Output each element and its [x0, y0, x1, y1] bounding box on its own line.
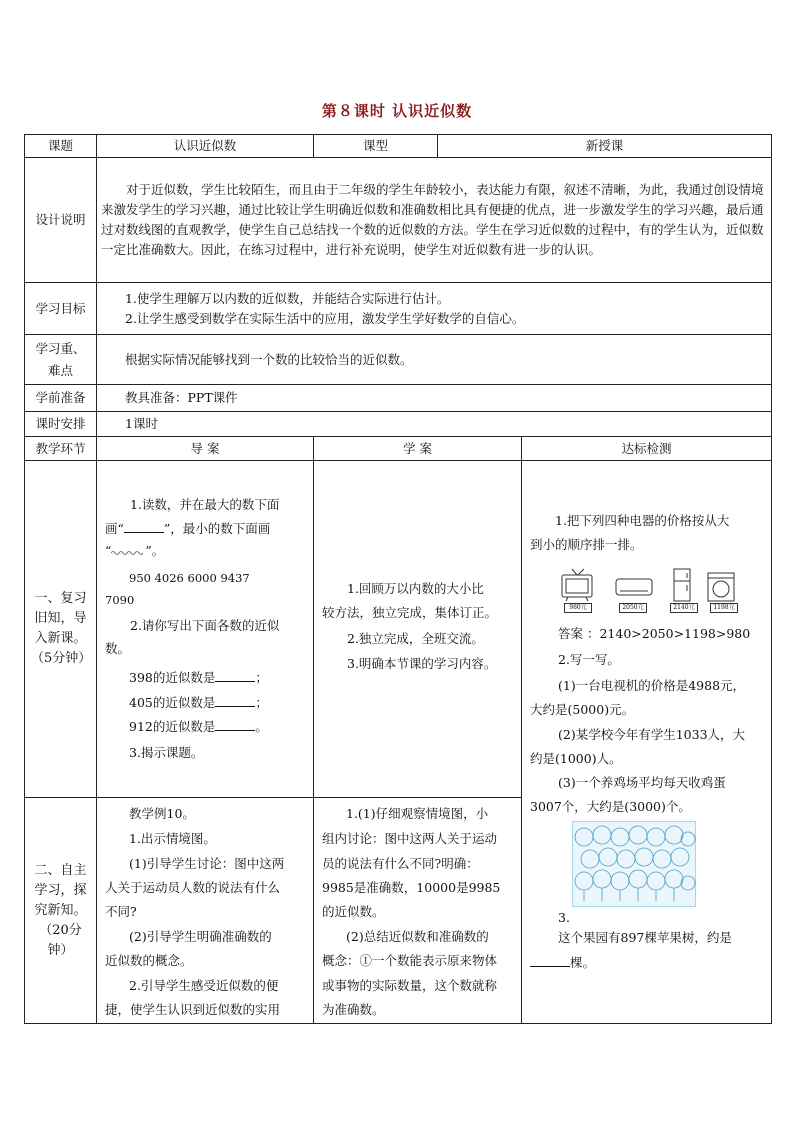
s1-guide-line: 2.请你写出下面各数的近似	[130, 618, 280, 633]
column-header-row	[25, 437, 772, 461]
s1-study-line: 3.明确本节课的学习内容。	[347, 656, 497, 671]
guide-header: 导 案	[97, 437, 314, 461]
s1-guide-numbers: 7090	[105, 593, 135, 607]
s2-guide-line: 2.引导学生感受近似数的便	[129, 978, 279, 993]
topic-label: 课题	[25, 135, 97, 158]
section2-label-line: 二、自主	[34, 862, 87, 878]
schedule-label: 课时安排	[25, 412, 97, 437]
stage-header: 教学环节	[25, 437, 97, 461]
s2-study-line: 1.(1)仔细观察情境图，小	[346, 806, 489, 821]
section2-guide	[97, 798, 314, 1024]
s2-study-line: (2)总结近似数和准确数的	[346, 929, 489, 944]
s1-guide-text: ；	[255, 670, 268, 685]
s2-study-line: 9985是准确数，10000是9985	[322, 880, 501, 895]
s1-guide-text: “	[105, 543, 112, 558]
s2-study-line: 为准确数。	[322, 1002, 385, 1017]
schedule-row	[25, 412, 772, 437]
section1-row	[25, 461, 772, 798]
orchard-picture	[572, 821, 696, 907]
refrigerator-icon	[674, 569, 690, 601]
schedule-text: 1课时	[97, 412, 772, 437]
price-tag: 2050元	[619, 603, 647, 613]
section1-label-line: 一、复习	[34, 591, 87, 606]
goals-list	[97, 283, 772, 335]
keypoints-row	[25, 335, 772, 385]
s1-guide-text: 405的近似数是	[129, 695, 216, 710]
check-line: 这个果园有897棵苹果树，约是	[558, 930, 732, 945]
design-label: 设计说明	[25, 158, 97, 283]
check-line: 到小的顺序排一排。	[530, 537, 643, 552]
air-conditioner-icon	[616, 579, 652, 595]
s2-study-line: 组内讨论：图中这两人关于运动	[322, 831, 498, 846]
check-line: (3)一个养鸡场平均每天收鸡蛋	[558, 775, 726, 790]
s2-guide-line: 1.出示情境图。	[129, 831, 216, 846]
prep-label: 学前准备	[25, 385, 97, 412]
header-row	[25, 135, 772, 158]
s1-guide-line	[105, 519, 307, 538]
s1-study-line: 2.独立完成，全班交流。	[347, 631, 484, 646]
section2-label-line: （20分钟）	[39, 922, 82, 958]
check-line: (1)一台电视机的价格是4988元，	[558, 678, 746, 693]
check-line: 大约是(5000)元。	[530, 702, 635, 717]
s1-guide-line	[129, 717, 307, 736]
s1-guide-text: 。	[255, 719, 268, 734]
s2-study-line: 员的说法有什么不同?明确：	[322, 856, 479, 871]
section1-label-line: 旧知，导	[34, 611, 87, 626]
prep-row	[25, 385, 772, 412]
underline-blank	[124, 520, 164, 533]
check-line: 约是(1000)人。	[530, 751, 622, 766]
s1-guide-text: 912的近似数是	[129, 719, 216, 734]
s1-guide-text: 398的近似数是	[129, 670, 216, 685]
s1-guide-line: 1.读数，并在最大的数下面	[130, 497, 280, 512]
s1-guide-line: 3.揭示课题。	[129, 745, 204, 760]
section1-label	[25, 461, 97, 798]
s1-guide-text: ”，最小的数下面画	[163, 521, 271, 536]
section2-label-line: 学习，探	[34, 882, 87, 898]
s2-study-line: 的近似数。	[322, 904, 385, 919]
prep-text: 教具准备：PPT课件	[97, 385, 772, 412]
s2-guide-line: 不同?	[105, 904, 137, 919]
check-text: 棵。	[570, 955, 596, 970]
check-line	[530, 953, 765, 972]
type-label: 课型	[314, 135, 438, 158]
goals-label: 学习目标	[25, 283, 97, 335]
s1-guide-numbers: 950 4026 6000 9437	[129, 571, 250, 585]
section1-label-line: （5分钟）	[31, 651, 92, 666]
s1-guide-line	[129, 668, 307, 687]
s1-guide-text: ；	[255, 695, 268, 710]
study-header: 学 案	[314, 437, 522, 461]
s2-study-line: 或事物的实际数量，这个数就称	[322, 978, 498, 993]
s2-guide-line: (1)引导学生讨论：图中这两	[129, 856, 285, 871]
check-line: 1.把下列四种电器的价格按从大	[555, 513, 730, 528]
s2-guide-line: 教学例10。	[129, 806, 195, 821]
goal-item: 1.使学生理解万以内数的近似数，并能结合实际进行估计。	[125, 290, 450, 306]
price-tag: 1198元	[710, 603, 738, 613]
keypoints-label-line: 难点	[47, 362, 73, 378]
topic-value: 认识近似数	[97, 135, 314, 158]
section2-study	[314, 798, 522, 1024]
s1-guide-line	[129, 693, 307, 712]
check-column	[522, 461, 772, 1024]
s2-guide-line: (2)引导学生明确准确数的	[129, 929, 272, 944]
keypoints-text: 根据实际情况能够找到一个数的比较恰当的近似数。	[97, 335, 772, 385]
s1-guide-text: 画“	[105, 521, 124, 536]
s2-guide-line: 人关于运动员人数的说法有什么	[105, 880, 281, 895]
washing-machine-icon	[708, 573, 734, 601]
section1-guide	[97, 461, 314, 798]
check-line: 3.	[558, 910, 570, 925]
price-tag: 2140元	[670, 603, 698, 613]
s2-guide-line: 近似数的概念。	[105, 953, 193, 968]
lesson-plan-table	[24, 134, 772, 1024]
goals-row	[25, 283, 772, 335]
underline-blank	[215, 718, 255, 731]
s1-study-line: 1.回顾万以内数的大小比	[347, 581, 484, 596]
underline-blank	[215, 694, 255, 707]
wavy-underline-icon	[111, 545, 145, 555]
s1-guide-line	[105, 541, 307, 560]
check-line: 3007个，大约是(3000)个。	[530, 799, 691, 814]
tv-icon	[562, 569, 592, 601]
design-row	[25, 158, 772, 283]
s2-guide-line: 捷，使学生认识到近似数的实用	[105, 1002, 281, 1017]
keypoints-label-line: 学习重、	[35, 340, 86, 356]
section1-study	[314, 461, 522, 798]
section2-label-line: 究新知。	[34, 902, 87, 918]
check-line: (2)某学校今年有学生1033人，大	[558, 727, 746, 742]
page-title: 第８课时 认识近似数	[321, 102, 473, 120]
s1-guide-text: ”。	[145, 543, 165, 558]
underline-blank	[530, 954, 570, 967]
goal-item: 2.让学生感受到数学在实际生活中的应用，激发学生学好数学的自信心。	[125, 310, 525, 326]
check-header: 达标检测	[522, 437, 772, 461]
s1-guide-line: 数。	[105, 641, 131, 656]
s2-study-line: 概念：①一个数能表示原来物体	[322, 953, 498, 968]
price-tag: 980元	[564, 603, 592, 613]
s1-study-line: 较方法，独立完成，集体订正。	[322, 605, 498, 620]
keypoints-label	[25, 335, 97, 385]
section1-label-line: 入新课。	[34, 631, 87, 646]
section2-label	[25, 798, 97, 1024]
type-value: 新授课	[438, 135, 772, 158]
underline-blank	[215, 669, 255, 682]
check-answer: 答案 ：2140>2050>1198>980	[558, 626, 751, 641]
design-text: 对于近似数，学生比较陌生，而且由于二年级的学生年龄较小，表达能力有限，叙述不清晰，为此，我通过创设情境来激发学生的学习兴趣，通过比较让学生明确近似数和准确数相比具有便捷的优点，进一步激发学生的学习兴趣，最后通过对数线图的直观教学，使学生自己总结找一个数的近似数的方法。学生在学习近似数的过程中，有的学生认为，近似数一定比准确数大。因此，在练习过程中，进行补充说明，使学生对近似数有进一步的认识。	[97, 158, 772, 283]
check-line: 2.写一写。	[558, 652, 620, 667]
